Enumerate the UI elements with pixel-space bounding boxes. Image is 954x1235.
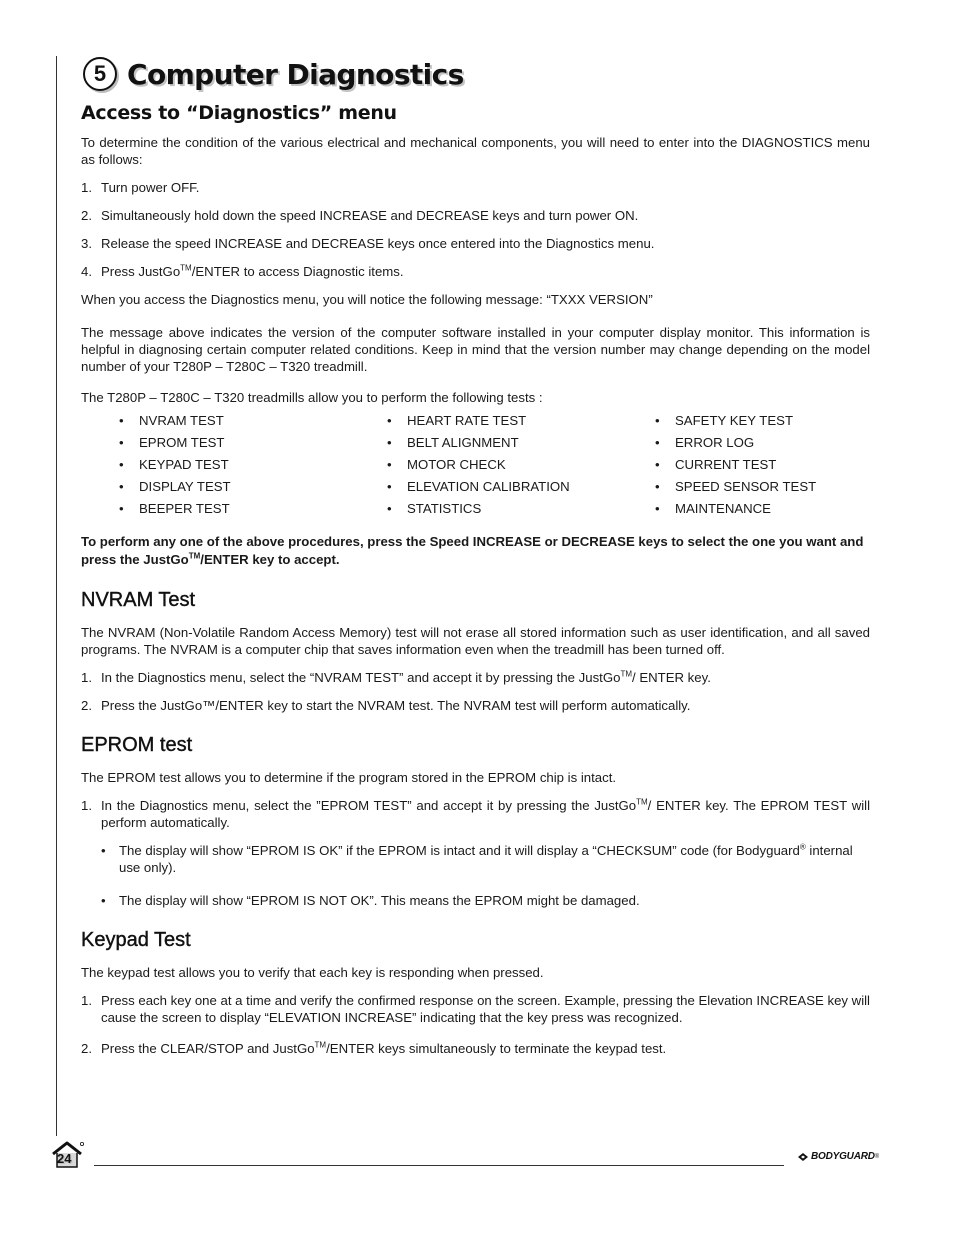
test-item-maintenance	[655, 500, 885, 517]
bullet: •	[387, 501, 392, 516]
bullet-text: The display will show “EPROM IS NOT OK”. This means the EPROM might be damaged.	[119, 893, 640, 908]
bullet: •	[119, 479, 124, 494]
step-text-pre: In the Diagnostics menu, select the “NVRAM TEST” and accept it by pressing the JustGo	[101, 670, 621, 685]
step-number: 3.	[81, 236, 92, 251]
chapter-title: Computer Diagnostics	[127, 57, 464, 91]
step-text-pre: Press JustGo	[101, 264, 181, 279]
eprom-heading: EPROM test	[81, 734, 193, 756]
step-number: 2.	[81, 1041, 92, 1056]
bullet: •	[655, 479, 660, 494]
step-text: Press the JustGo™/ENTER key to start the NVRAM test. The NVRAM test will perform automatically.	[101, 698, 691, 713]
test-item-eprom	[119, 434, 387, 451]
bullet: •	[119, 435, 124, 450]
page-number: 24	[57, 1151, 72, 1166]
test-item-beeper	[119, 500, 387, 517]
note-text-post: /ENTER key to accept.	[200, 552, 340, 567]
step-number: 1.	[81, 180, 92, 195]
test-item-statistics	[387, 500, 655, 517]
test-label: BEEPER TEST	[139, 501, 230, 516]
chapter-number-badge: 5	[83, 57, 117, 91]
step-text-post: / ENTER key.	[632, 670, 711, 685]
brand-name: BODYGUARD	[811, 1151, 875, 1162]
access-heading: Access to “Diagnostics” menu	[81, 102, 397, 124]
bullet: •	[655, 457, 660, 472]
step-text-post: /ENTER to access Diagnostic items.	[191, 264, 404, 279]
nvram-paragraph: The NVRAM (Non-Volatile Random Access Memory) test will not erase all stored information such as user identification, and all saved programs. The NVRAM is a computer chip that saves information even when the treadmill has been turned off.	[81, 625, 870, 657]
access-step-1	[81, 179, 870, 196]
keypad-paragraph: The keypad test allows you to verify that each key is responding when pressed.	[81, 965, 544, 980]
bullet: •	[387, 457, 392, 472]
eprom-step-1	[81, 797, 870, 831]
bullet: •	[101, 893, 106, 908]
bullet: •	[119, 501, 124, 516]
bullet: •	[655, 501, 660, 516]
step-text-pre: Press the CLEAR/STOP and JustGo	[101, 1041, 315, 1056]
eprom-bullets	[101, 842, 870, 909]
test-label: SPEED SENSOR TEST	[675, 479, 817, 494]
test-label: SAFETY KEY TEST	[675, 413, 793, 428]
test-label: BELT ALIGNMENT	[407, 435, 519, 450]
trademark-mark: TM	[620, 669, 632, 679]
access-intro: To determine the condition of the various electrical and mechanical components, you will need to enter into the DIAGNOSTICS menu as follows:	[81, 135, 870, 167]
keypad-step-2	[81, 1040, 870, 1057]
step-text: Turn power OFF.	[101, 180, 200, 195]
step-number: 4.	[81, 264, 92, 279]
version-explanation-paragraph: The message above indicates the version of the computer software installed in your computer display monitor. This information is helpful in diagnosing certain computer related conditions. Keep in mind that the version number may change depending on the model number of your T280P – T280C – T320 treadmill.	[81, 325, 870, 374]
trademark-mark: TM	[180, 263, 192, 273]
step-number: 1.	[81, 670, 92, 685]
step-number: 1.	[81, 798, 92, 813]
step-text-post: /ENTER keys simultaneously to terminate the keypad test.	[326, 1041, 667, 1056]
test-item-motor-check	[387, 456, 655, 473]
step-text: Simultaneously hold down the speed INCREASE and DECREASE keys and turn power ON.	[101, 208, 639, 223]
bullet: •	[655, 413, 660, 428]
test-label: KEYPAD TEST	[139, 457, 229, 472]
test-label: ERROR LOG	[675, 435, 755, 450]
test-label: ELEVATION CALIBRATION	[407, 479, 570, 494]
registered-mark: ®	[799, 842, 806, 852]
version-message-paragraph: When you access the Diagnostics menu, you will notice the following message: “TXXX VERSION”	[81, 292, 653, 307]
test-item-current	[655, 456, 885, 473]
bullet: •	[387, 479, 392, 494]
test-item-safety-key	[655, 412, 885, 429]
step-text: Press each key one at a time and verify the confirmed response on the screen. Example, pressing the Elevation INCREASE key will cause the screen to display “ELEVATION INCREASE” indicating that the key press was recognized.	[101, 993, 870, 1025]
test-item-speed-sensor	[655, 478, 885, 495]
keypad-step-1	[81, 992, 870, 1026]
eprom-bullet-ok	[101, 842, 870, 876]
nvram-step-2	[81, 697, 870, 714]
left-margin-rule	[56, 56, 57, 1136]
step-number: 1.	[81, 993, 92, 1008]
step-text-pre: In the Diagnostics menu, select the ”EPROM TEST” and accept it by pressing the JustGo	[101, 798, 637, 813]
test-item-belt-alignment	[387, 434, 655, 451]
access-step-3	[81, 235, 870, 252]
page-content	[81, 54, 870, 1068]
test-label: STATISTICS	[407, 501, 482, 516]
note-text-pre: To perform any one of the above procedures, press the Speed INCREASE or DECREASE keys to select the one you want and press the JustGo	[81, 534, 864, 567]
test-item-heart-rate	[387, 412, 655, 429]
step-number: 2.	[81, 698, 92, 713]
bullet-text	[119, 842, 870, 876]
bullet: •	[119, 457, 124, 472]
test-item-error-log	[655, 434, 885, 451]
test-label: MOTOR CHECK	[407, 457, 506, 472]
step-text	[101, 669, 870, 686]
bullet: •	[387, 413, 392, 428]
eprom-bullet-not-ok	[101, 892, 870, 909]
bullet-text-pre: The display will show “EPROM IS OK” if the EPROM is intact and it will display a “CHECKSUM” code (for Bodyguard	[119, 843, 800, 858]
nvram-step-1	[81, 669, 870, 686]
test-label: CURRENT TEST	[675, 457, 777, 472]
step-text	[101, 797, 870, 831]
step-text	[101, 263, 870, 280]
logo-mark-icon	[797, 1152, 809, 1162]
test-label: EPROM TEST	[139, 435, 225, 450]
bullet-text-post: internal use only).	[119, 843, 853, 875]
keypad-heading: Keypad Test	[81, 929, 191, 951]
bullet: •	[387, 435, 392, 450]
access-step-4	[81, 263, 870, 280]
bullet: •	[655, 435, 660, 450]
footer-rule	[94, 1165, 784, 1166]
step-text-post: / ENTER key. The EPROM TEST will perform automatically.	[101, 798, 871, 830]
test-item-keypad	[119, 456, 387, 473]
trademark-mark: TM	[314, 1040, 327, 1050]
test-label: NVRAM TEST	[139, 413, 224, 428]
nvram-heading: NVRAM Test	[81, 589, 196, 611]
trademark-mark: TM	[636, 797, 648, 807]
procedure-note	[81, 533, 870, 569]
bullet: •	[101, 843, 106, 858]
bodyguard-logo: BODYGUARD ®	[797, 1151, 879, 1162]
step-number: 2.	[81, 208, 92, 223]
bullet: •	[119, 413, 124, 428]
test-label: DISPLAY TEST	[139, 479, 231, 494]
access-step-2	[81, 207, 870, 224]
test-item-nvram	[119, 412, 387, 429]
test-item-display	[119, 478, 387, 495]
step-text	[101, 1040, 870, 1057]
trademark-mark: TM	[188, 551, 201, 561]
step-text: Release the speed INCREASE and DECREASE keys once entered into the Diagnostics menu.	[101, 236, 655, 251]
test-label: HEART RATE TEST	[407, 413, 527, 428]
tests-list	[119, 412, 870, 517]
chapter-header	[83, 54, 870, 94]
eprom-paragraph: The EPROM test allows you to determine if the program stored in the EPROM chip is intact.	[81, 770, 617, 785]
tests-intro: The T280P – T280C – T320 treadmills allow you to perform the following tests :	[81, 390, 543, 405]
test-item-elevation-calibration	[387, 478, 655, 495]
test-label: MAINTENANCE	[675, 501, 771, 516]
